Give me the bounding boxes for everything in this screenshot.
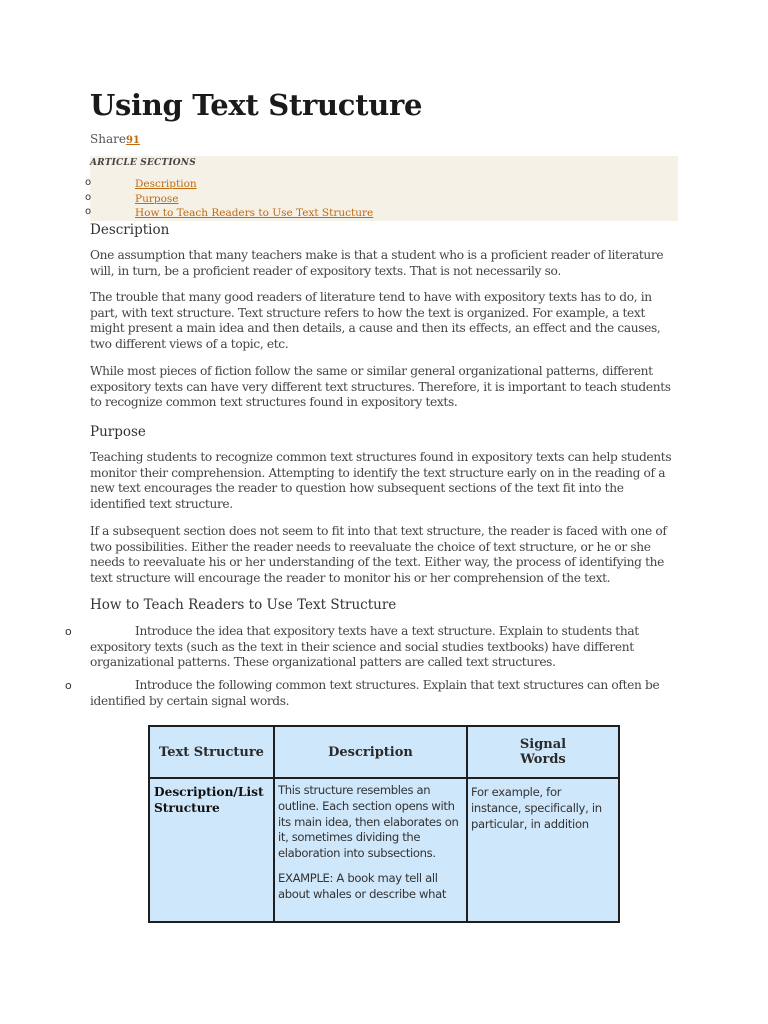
description-text: This structure resembles an outline. Each section opens with its main idea, then elaborates on it, sometimes dividing the elaboration into subsections. bbox=[278, 783, 459, 861]
description-paragraph-3: While most pieces of fiction follow the same or similar general organizational patterns, different expository texts can have very different text structures. Therefore, it is important to teach students to recognize common text structures found in expository texts. bbox=[90, 364, 671, 410]
list-item-rest: expository texts (such as the text in their science and social studies textbooks) have different organizational patterns. These organizational patters are called text structures. bbox=[90, 639, 634, 670]
article-sections-box bbox=[85, 156, 678, 221]
description-paragraph-2: The trouble that many good readers of literature tend to have with expository texts has to do, in part, with text structure. Text structure refers to how the text is organized. For example, a text might present a main idea and then details, a cause and then its effects, an effect and the causes, two different views of a topic, etc. bbox=[90, 290, 661, 351]
column-header-description: Description bbox=[274, 726, 467, 778]
description-cell bbox=[274, 778, 467, 922]
bullet-icon: o bbox=[65, 625, 72, 638]
description-example: EXAMPLE: A book may tell all about whales or describe what bbox=[278, 870, 447, 901]
share-bar bbox=[90, 132, 140, 146]
text-structure-table bbox=[148, 725, 620, 923]
share-count[interactable]: 91 bbox=[125, 135, 140, 146]
signal-words-cell: For example, for instance, specifically, in particular, in addition bbox=[467, 778, 619, 922]
column-header-signal-words: Signal Words bbox=[467, 726, 619, 778]
article-sections-header: ARTICLE SECTIONS bbox=[90, 158, 196, 168]
bullet-icon: o bbox=[85, 206, 92, 217]
section-link-label[interactable]: Description bbox=[135, 178, 197, 190]
table-row bbox=[149, 778, 619, 922]
purpose-paragraph-1: Teaching students to recognize common text structures found in expository texts can help students monitor their comprehension. Attempting to identify the text structure early on in the reading of a new text encourages the reader to question how subsequent sections of the text fit into the identified text structure. bbox=[90, 450, 672, 511]
description-heading: Description bbox=[90, 222, 170, 238]
bullet-icon: o bbox=[85, 177, 92, 188]
bullet-icon: o bbox=[85, 192, 92, 203]
list-item bbox=[65, 678, 680, 709]
list-item bbox=[65, 624, 680, 671]
bullet-icon: o bbox=[65, 679, 72, 692]
purpose-paragraph-2: If a subsequent section does not seem to fit into that text structure, the reader is faced with one of two possibilities. Either the reader needs to reevaluate the choice of text structure, or he or she needs to reevaluate his or her understanding of the text. Either way, the process of identifying the text structure will encourage the reader to monitor his or her comprehension of the text. bbox=[90, 524, 667, 585]
list-item-lead: Introduce the idea that expository texts have a text structure. Explain to students that bbox=[135, 624, 639, 638]
table-header-row bbox=[149, 726, 619, 778]
column-header-text-structure: Text Structure bbox=[149, 726, 274, 778]
share-label[interactable]: Share bbox=[90, 132, 126, 146]
list-item-lead: Introduce the following common text structures. Explain that text structures can often be bbox=[135, 678, 660, 692]
list-item-rest: identified by certain signal words. bbox=[90, 693, 290, 708]
structure-cell: Description/List Structure bbox=[149, 778, 274, 922]
section-link-label[interactable]: Purpose bbox=[135, 193, 179, 205]
page-title: Using Text Structure bbox=[90, 88, 423, 122]
description-paragraph-1: One assumption that many teachers make is that a student who is a proficient reader of literature will, in turn, be a proficient reader of expository texts. That is not necessarily so. bbox=[90, 248, 664, 278]
how-to-teach-heading: How to Teach Readers to Use Text Structure bbox=[90, 597, 397, 613]
section-link-label[interactable]: How to Teach Readers to Use Text Structure bbox=[135, 207, 374, 219]
purpose-heading: Purpose bbox=[90, 424, 146, 440]
